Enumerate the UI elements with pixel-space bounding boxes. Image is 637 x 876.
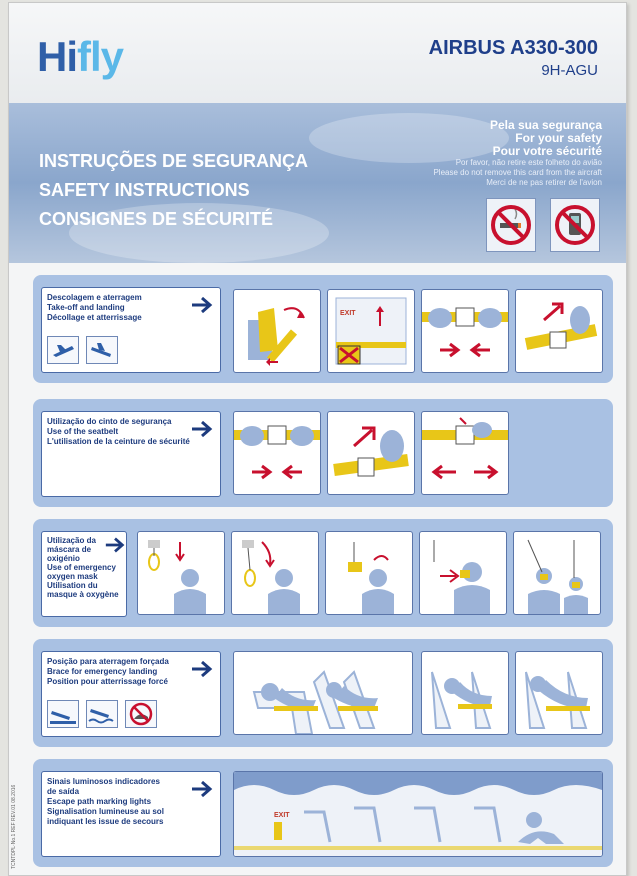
takeoff-icon: [47, 336, 79, 364]
illustration-mask-drops: [137, 531, 225, 615]
illustration-belt-fasten: [233, 411, 321, 495]
section-brace-position: [33, 639, 613, 747]
illustration-brace-adult: [233, 651, 413, 735]
section-text-box: Sinais luminosos indicadores de saída Escape path marking lights Signalisation lumineuse au sol indiquant les issue de secours: [41, 771, 221, 857]
keep-card-notice: Pela sua segurança For your safety Pour votre sécurité Por favor, não retire este folheto do avião Please do not remove this card from the aircraft Merci de ne pas retirer de l'avion: [433, 118, 602, 187]
aircraft-registration: 9H-AGU: [541, 62, 598, 79]
brand-logo: Hifly: [37, 33, 124, 80]
landing-icon: [86, 336, 118, 364]
title-fr: CONSIGNES DE SÉCURITÉ: [39, 209, 274, 229]
exit-label: EXIT: [274, 812, 290, 819]
section-text-box: Descolagem e aterragem Take-off and landing Décollage et atterrissage: [41, 287, 221, 373]
illustration-mask-on-face: [419, 531, 507, 615]
prohibition-icons: [476, 198, 600, 257]
arrow-right-icon: [190, 780, 214, 798]
title-banner: [9, 103, 626, 263]
water-landing-icon: [86, 700, 118, 728]
section-text-box: Posição para aterragem forçada Brace for emergency landing Position pour atterrissage forcé: [41, 651, 221, 737]
illustration-brace-forward: [515, 651, 603, 735]
illustration-belt-release: [421, 411, 509, 495]
illustration-brace-child: [421, 651, 509, 735]
illustration-mask-place: [325, 531, 413, 615]
title-en: SAFETY INSTRUCTIONS: [39, 180, 250, 200]
ground-landing-icon: [47, 700, 79, 728]
no-smoking-icon: [486, 198, 536, 252]
no-phone-icon: [550, 198, 600, 252]
section-text-box: Utilização do cinto de segurança Use of the seatbelt L'utilisation de la ceinture de sécurité: [41, 411, 221, 497]
side-print-code: TCNTDPL·No.1 REF REV.01 08.2016: [11, 784, 17, 869]
title-pt: INSTRUÇÕES DE SEGURANÇA: [39, 151, 309, 171]
section-takeoff-landing: [33, 275, 613, 383]
title-block: [39, 147, 308, 234]
section-escape-lights: [33, 759, 613, 867]
illustration-belt-tighten: [327, 411, 415, 495]
section-text-box: Utilização da máscara de oxigénio Use of emergency oxygen mask Utilisation du masque à oxygène: [41, 531, 127, 617]
illustration-seat-upright: [233, 289, 321, 373]
illustration-tray-table: [327, 289, 415, 373]
arrow-right-icon: [190, 296, 214, 314]
no-heels-icon: [125, 700, 157, 728]
header: [9, 3, 626, 103]
illustration-seatbelt-fasten: [421, 289, 509, 373]
illustration-assist-child: [513, 531, 601, 615]
exit-label: EXIT: [340, 310, 356, 317]
arrow-right-icon: [190, 660, 214, 678]
arrow-right-icon: [190, 420, 214, 438]
illustration-seatbelt-tighten: [515, 289, 603, 373]
section-oxygen-mask: [33, 519, 613, 627]
safety-card: [8, 2, 627, 876]
aircraft-model: AIRBUS A330-300: [428, 37, 598, 59]
illustration-mask-pull: [231, 531, 319, 615]
arrow-right-icon: [104, 536, 126, 554]
illustration-escape-path: [233, 771, 603, 857]
aircraft-info: [429, 37, 598, 79]
section-seatbelt-use: [33, 399, 613, 507]
